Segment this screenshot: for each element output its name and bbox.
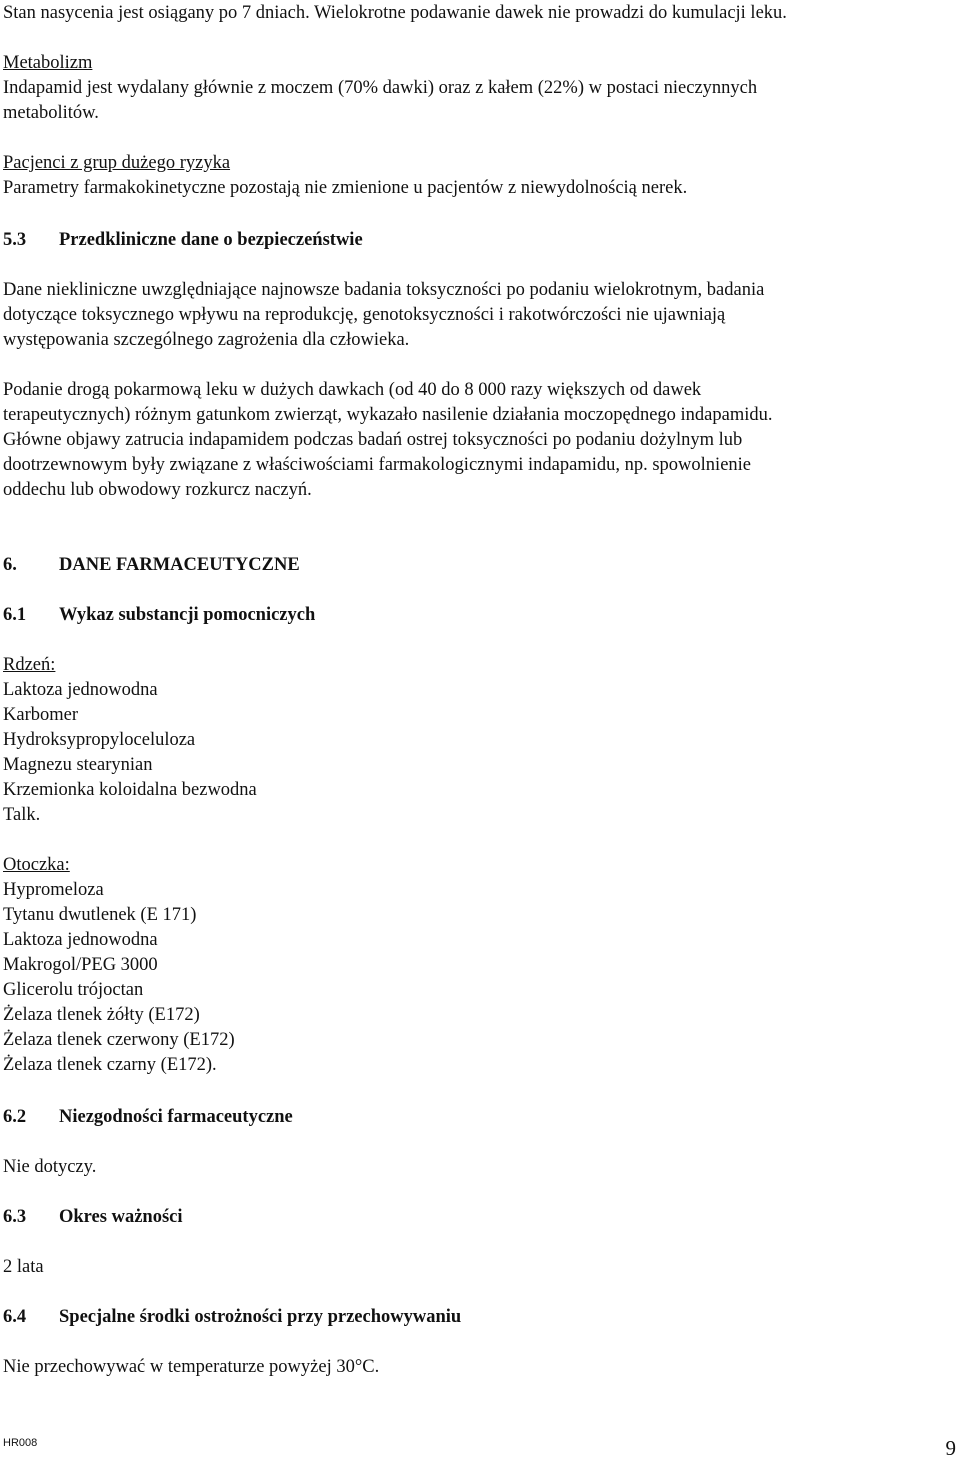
section-6-1-heading [3,603,315,628]
paragraph-line: występowania szczególnego zagrożenia dla człowieka. [3,330,410,350]
metabolism-text-line: Indapamid jest wydalany głównie z moczem (70% dawki) oraz z kałem (22%) w postaci nieczynnych [3,78,758,98]
section-number: 6.2 [3,1107,27,1127]
excipient-item: Żelaza tlenek czarny (E172). [3,1055,217,1075]
core-label: Rdzeń: [3,655,56,675]
excipient-item: Hydroksypropyloceluloza [3,730,196,750]
section-number: 6.4 [3,1307,27,1327]
metabolism-text-line: metabolitów. [3,103,99,123]
section-number: 6.3 [3,1207,27,1227]
section-6-4-heading [3,1305,461,1330]
section-number: 6.1 [3,605,27,625]
section-5-3-heading [3,228,363,253]
section-text: 2 lata [3,1257,44,1277]
coating-label: Otoczka: [3,855,70,875]
risk-groups-text: Parametry farmakokinetyczne pozostają nie zmienione u pacjentów z niewydolnością nerek. [3,178,688,198]
paragraph-line: dotyczące toksycznego wpływu na reprodukcję, genotoksyczności i rakotwórczości nie ujawniają [3,305,726,325]
section-6-3-heading [3,1205,183,1230]
section-title: Przedkliniczne dane o bezpieczeństwie [59,230,363,250]
section-title: Specjalne środki ostrożności przy przechowywaniu [59,1307,462,1327]
paragraph-line: Podanie drogą pokarmową leku w dużych dawkach (od 40 do 8 000 razy większych od dawek [3,380,702,400]
section-6-heading [3,553,300,578]
section-title: Niezgodności farmaceutyczne [59,1107,293,1127]
excipient-item: Magnezu stearynian [3,755,153,775]
section-6-2-heading [3,1105,293,1130]
excipient-item: Laktoza jednowodna [3,680,158,700]
footer-document-code: HR008 [3,1437,38,1449]
section-text: Nie przechowywać w temperaturze powyżej 30°C. [3,1357,380,1377]
excipient-item: Tytanu dwutlenek (E 171) [3,905,197,925]
excipient-item: Hypromeloza [3,880,104,900]
paragraph-line: terapeutycznych) różnym gatunkom zwierząt, wykazało nasilenie działania moczopędnego indapamidu. [3,405,773,425]
excipient-item: Glicerolu trójoctan [3,980,144,1000]
paragraph-line: oddechu lub obwodowy rozkurcz naczyń. [3,480,312,500]
section-number: 6. [3,555,17,575]
section-text: Nie dotyczy. [3,1157,97,1177]
paragraph-line: Główne objawy zatrucia indapamidem podczas badań ostrej toksyczności po podaniu dożylnym lub [3,430,743,450]
risk-groups-heading: Pacjenci z grup dużego ryzyka [3,153,231,173]
section-title: DANE FARMACEUTYCZNE [59,555,300,575]
page-number: 9 [945,1436,956,1460]
metabolism-heading: Metabolizm [3,53,93,73]
excipient-item: Żelaza tlenek czerwony (E172) [3,1030,235,1050]
paragraph-line: Dane niekliniczne uwzględniające najnowsze badania toksyczności po podaniu wielokrotnym, badania [3,280,765,300]
excipient-item: Talk. [3,805,41,825]
excipient-item: Krzemionka koloidalna bezwodna [3,780,257,800]
steady-state-text: Stan nasycenia jest osiągany po 7 dniach. Wielokrotne podawanie dawek nie prowadzi do kumulacji leku. [3,3,787,23]
excipient-item: Karbomer [3,705,78,725]
excipient-item: Makrogol/PEG 3000 [3,955,158,975]
section-title: Wykaz substancji pomocniczych [59,605,316,625]
paragraph-line: dootrzewnowym były związane z właściwościami farmakologicznymi indapamidu, np. spowolnienie [3,455,752,475]
section-title: Okres ważności [59,1207,183,1227]
excipient-item: Laktoza jednowodna [3,930,158,950]
section-number: 5.3 [3,230,27,250]
excipient-item: Żelaza tlenek żółty (E172) [3,1005,200,1025]
